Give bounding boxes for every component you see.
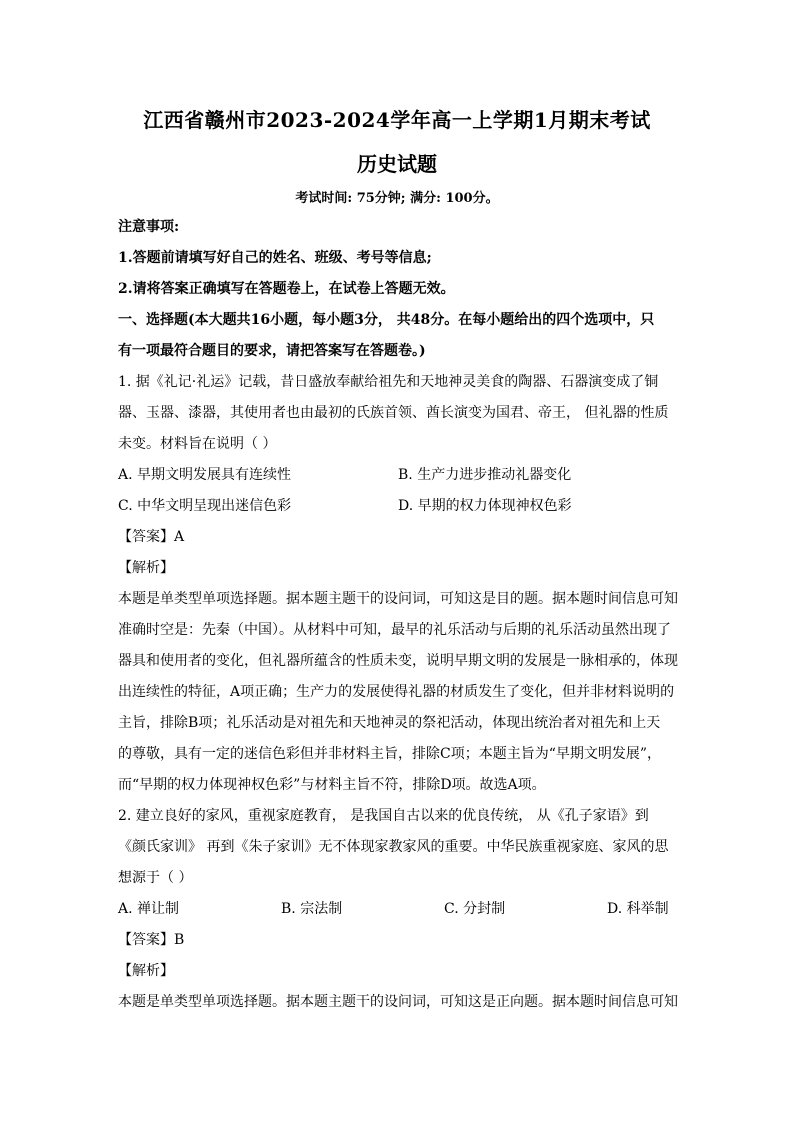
q2-answer: 【答案】B [118,932,185,948]
q2-analysis-line: 本题是单类型单项选择题。据本题主题干的设问词，可知这是正向题。据本题时间信息可知 [118,994,678,1010]
q1-option-c: C. 中华文明呈现出迷信色彩 [118,498,292,514]
note-item: 2.请将答案正确填写在答题卷上，在试卷上答题无效。 [118,281,455,297]
notes-heading: 注意事项: [118,219,180,235]
q1-stem-line: 器、玉器、漆器，其使用者也由最初的氏族首领、酋长演变为国君、帝王， 但礼器的性质 [118,405,669,421]
q2-option-a: A. 禅让制 [118,901,180,917]
q1-option-a: A. 早期文明发展具有连续性 [118,467,292,483]
q2-stem-line: 想源于（ ） [118,870,193,886]
q1-analysis-heading: 【解析】 [118,560,174,576]
q1-analysis-line: 出连续性的特征，A项正确；生产力的发展使得礼器的材质发生了变化，但并非材料说明的 [118,684,675,700]
section-heading: 一、选择题(本大题共16小题，每小题3分， 共48分。在每小题给出的四个选项中，只 [118,312,655,328]
q2-option-d: D. 科举制 [607,901,669,917]
q1-option-b: B. 生产力进步推动礼器变化 [398,467,572,483]
q2-options-row [118,894,678,925]
q2-stem-line: 《颜氏家训》 再到《朱子家训》无不体现家教家风的重要。中华民族重视家庭、家风的思 [118,839,669,855]
note-item: 1.答题前请填写好自己的姓名、班级、考号等信息; [118,250,432,266]
q2-analysis-heading: 【解析】 [118,963,174,979]
q1-options-row [118,460,678,491]
q1-analysis-line: 的尊敬，具有一定的迷信色彩但并非材料主旨，排除C项；本题主旨为“早期文明发展”， [118,746,662,762]
subject-title: 历史试题 [357,152,437,176]
q1-analysis-line: 本题是单类型单项选择题。据本题主题干的设问词，可知这是目的题。据本题时间信息可知 [118,591,678,607]
q1-analysis-line: 主旨，排除B项；礼乐活动是对祖先和天地神灵的祭祀活动，体现出统治者对祖先和上天 [118,715,661,731]
section-heading-cont: 有一项最符合题目的要求，请把答案写在答题卷。) [118,343,426,359]
q1-option-d: D. 早期的权力体现神权色彩 [398,498,572,514]
q1-stem-line: 未变。材料旨在说明（ ） [118,436,277,452]
q2-option-c: C. 分封制 [444,901,506,917]
q1-analysis-line: 而“早期的权力体现神权色彩”与材料主旨不符，排除D项。故选A项。 [118,777,546,793]
q1-stem-line: 1. 据《礼记·礼运》记载，昔日盛放奉献给祖先和天地神灵美食的陶器、石器演变成了铜 [118,374,659,390]
q2-stem-line: 2. 建立良好的家风，重视家庭教育， 是我国自古以来的优良传统， 从《孔子家语》到 [118,808,649,824]
q2-option-b: B. 宗法制 [281,901,343,917]
exam-info: 考试时间: 75分钟; 满分: 100分。 [295,191,499,206]
document-body [118,212,678,1018]
q1-analysis-line: 器具和使用者的变化，但礼器所蕴含的性质未变，说明早期文明的发展是一脉相承的，体现 [118,653,678,669]
q1-options-row [118,491,678,522]
q1-answer: 【答案】A [118,529,185,545]
q1-analysis-line: 准确时空是：先秦（中国）。从材料中可知，最早的礼乐活动与后期的礼乐活动虽然出现了 [118,622,671,638]
exam-title: 江西省赣州市2023-2024学年高一上学期1月期末考试 [143,108,651,132]
